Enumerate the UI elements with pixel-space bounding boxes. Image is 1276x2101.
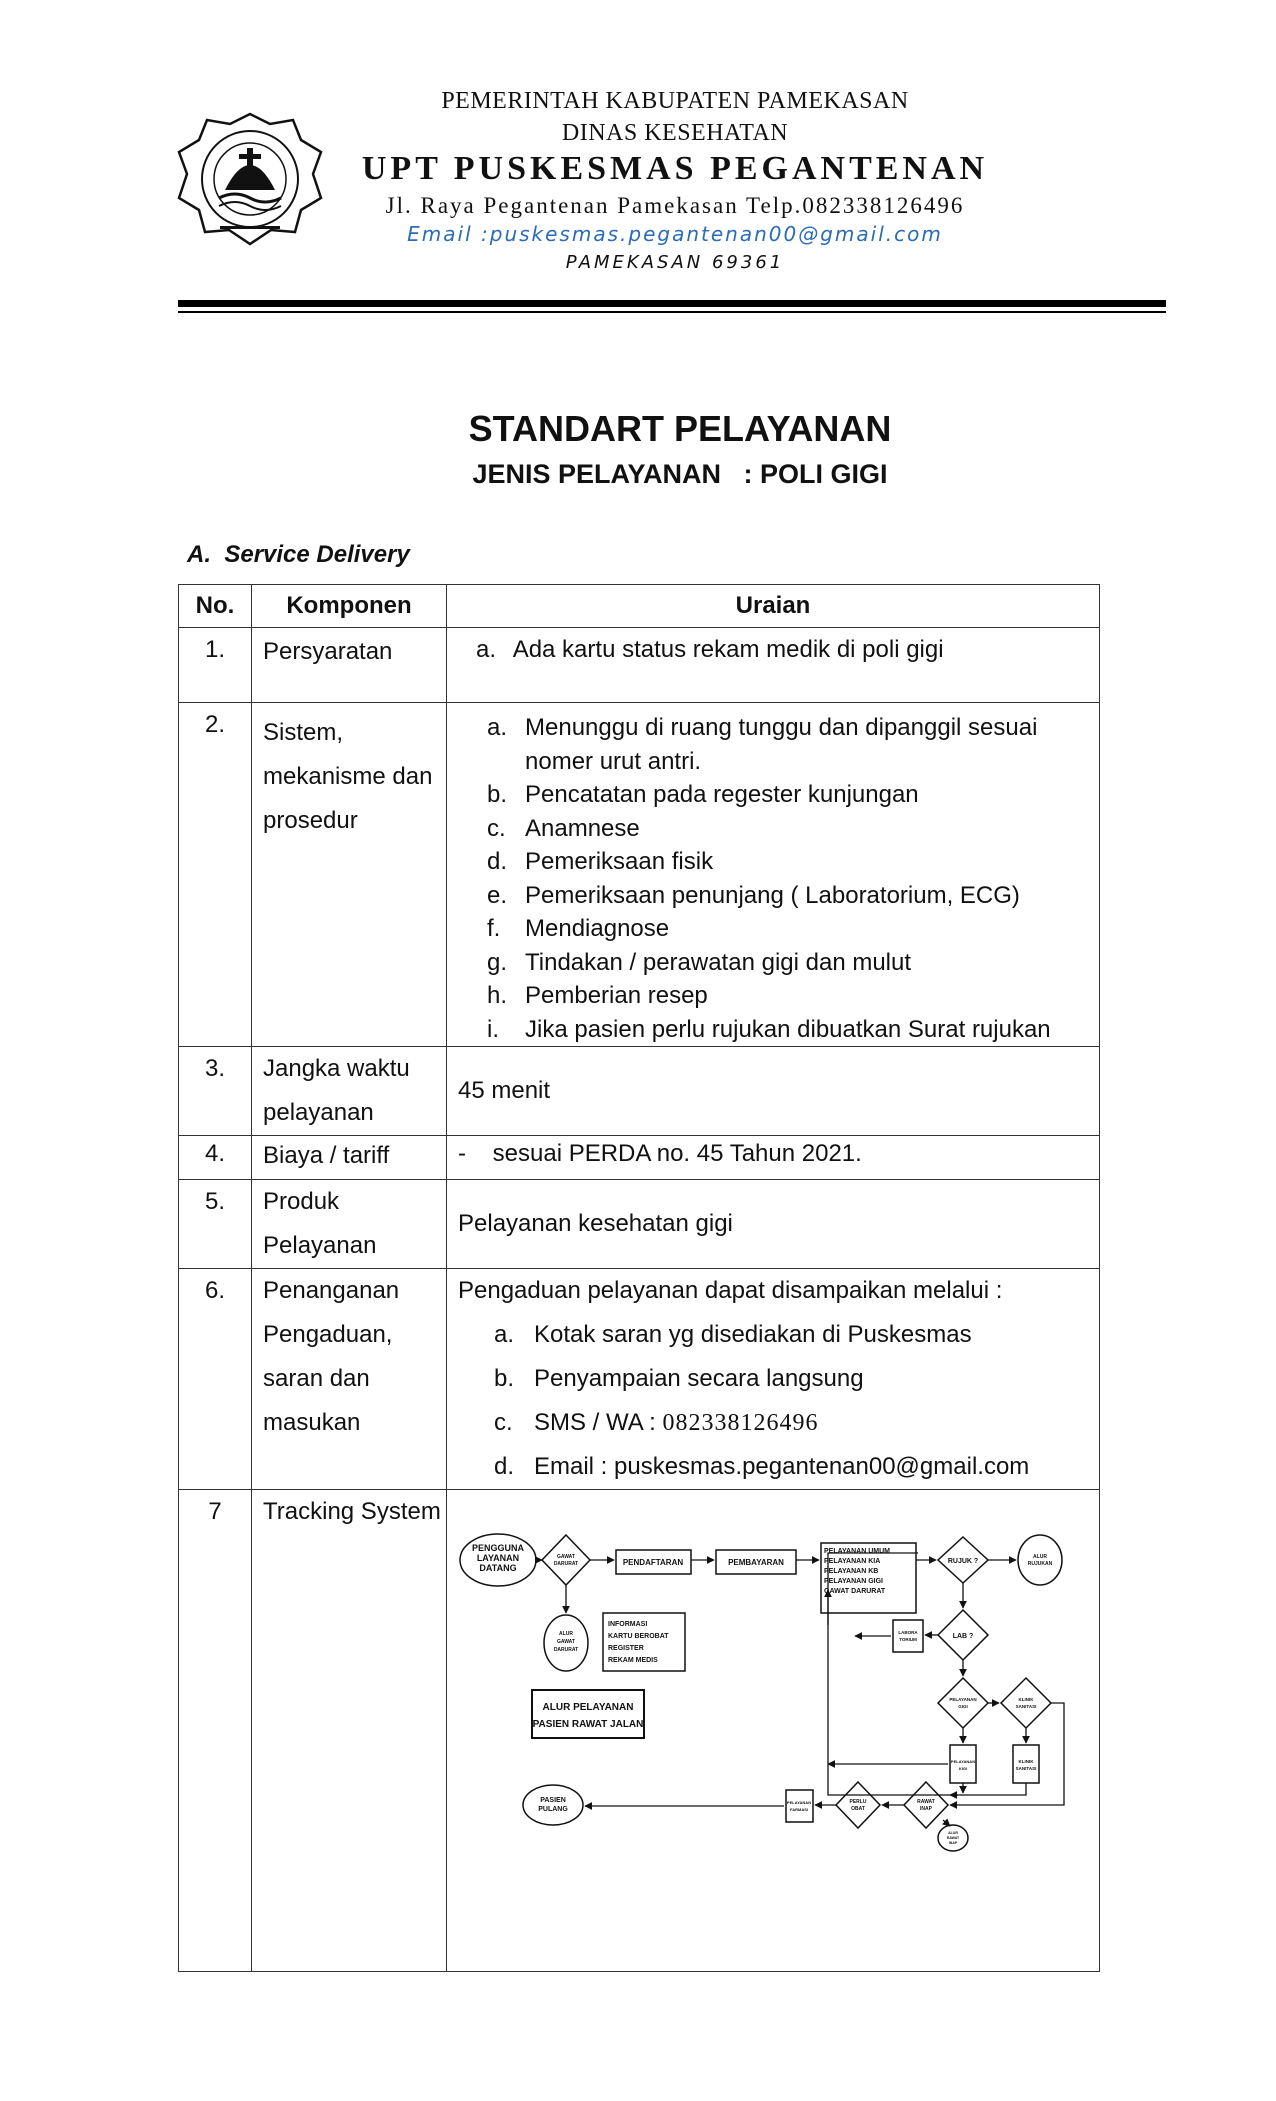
tracking-flowchart <box>458 1495 1108 1925</box>
letterhead-address: Jl. Raya Pegantenan Pamekasan Telp.082338126496 <box>385 193 965 218</box>
alur-rujukan-label: ALUR <box>1033 1554 1047 1560</box>
procedure-list <box>447 703 1099 1046</box>
list-item: d. Pemeriksaan fisik <box>487 848 714 875</box>
pelayanan-label: PELAYANAN UMUM <box>824 1548 890 1555</box>
list-item: d. Email : puskesmas.pegantenan00@gmail.com <box>494 1453 1030 1480</box>
table-header-row <box>179 585 1100 628</box>
klinik-sanitasi-box <box>1013 1745 1039 1783</box>
pel-farmasi-label: PELAYANAN <box>786 1800 812 1805</box>
document-subtitle: JENIS PELAYANAN : POLI GIGI <box>472 459 888 489</box>
pel-kigi-label: PELAYANAN <box>950 1759 976 1764</box>
svg-text:PELAYANAN GIGI: PELAYANAN GIGI <box>824 1578 883 1585</box>
row-no: 3. <box>179 1047 252 1136</box>
svg-text:INAP: INAP <box>920 1806 932 1812</box>
pelayanan-farmasi-box <box>786 1790 813 1822</box>
informasi-label: INFORMASI <box>608 1621 648 1628</box>
section-heading: A. Service Delivery <box>187 541 410 568</box>
table-row <box>179 703 1100 1047</box>
complaint-intro: Pengaduan pelayanan dapat disampaikan melalui : <box>458 1277 1003 1304</box>
laboratorium-label: LABORA <box>898 1630 918 1635</box>
row-no: 4. <box>179 1136 252 1180</box>
start-label: PENGGUNA <box>471 1543 525 1553</box>
cost-value: - sesuai PERDA no. 45 Tahun 2021. <box>458 1140 862 1167</box>
list-letter: a. <box>476 636 497 663</box>
svg-text:PELAYANAN KB: PELAYANAN KB <box>824 1568 879 1575</box>
row-uraian <box>447 1180 1100 1269</box>
klinik-label: KLINIK <box>1018 1759 1034 1764</box>
alur-rawat-inap-label: ALUR <box>948 1831 958 1835</box>
svg-text:SANITASI: SANITASI <box>1015 1704 1037 1709</box>
puskesmas-logo <box>175 110 325 248</box>
letterhead-city: PAMEKASAN 69361 <box>565 252 785 273</box>
rujuk-label: RUJUK ? <box>947 1558 979 1565</box>
svg-text:LAYANAN: LAYANAN <box>476 1553 520 1563</box>
duration-value: 45 menit <box>458 1077 551 1104</box>
row-uraian <box>447 1269 1100 1490</box>
table-row <box>179 1180 1100 1269</box>
document-title: STANDART PELAYANAN <box>468 408 892 449</box>
letterhead-institution: UPT PUSKESMAS PEGANTENAN <box>361 150 989 187</box>
perlu-obat-label: PERLU <box>849 1799 867 1805</box>
svg-text:SANITASI: SANITASI <box>1015 1766 1037 1771</box>
list-item: b. Penyampaian secara langsung <box>494 1365 864 1392</box>
svg-text:TORIUM: TORIUM <box>899 1637 917 1642</box>
product-value: Pelayanan kesehatan gigi <box>458 1210 733 1237</box>
row-no: 6. <box>179 1269 252 1490</box>
list-item <box>447 628 1099 664</box>
alur-rujukan-node <box>1018 1535 1062 1585</box>
perlu-obat-decision <box>836 1782 880 1828</box>
rawat-inap-label: RAWAT <box>917 1799 935 1805</box>
pembayaran-label: PEMBAYARAN <box>728 1558 784 1567</box>
row-komponen: Jangka waktu pelayanan <box>252 1047 447 1136</box>
pasien-pulang-label: PASIEN <box>540 1797 566 1804</box>
list-item: g. Tindakan / perawatan gigi dan mulut <box>487 948 912 976</box>
gawat-darurat-decision <box>542 1535 590 1585</box>
list-item: a. Menunggu di ruang tunggu dan dipanggil sesuai nomer urut antri. <box>487 714 1038 775</box>
row-uraian <box>447 1047 1100 1136</box>
list-item: c. Anamnese <box>487 814 640 842</box>
list-item: e. Pemeriksaan penunjang ( Laboratorium, ECG) <box>487 881 1020 909</box>
row-uraian <box>447 703 1100 1047</box>
row-no: 7 <box>179 1490 252 1972</box>
row-komponen: Produk Pelayanan <box>252 1180 447 1269</box>
list-item: a. Kotak saran yg disediakan di Puskesmas <box>494 1321 972 1348</box>
row-uraian <box>447 628 1100 703</box>
klinik-sanitasi-decision <box>1001 1678 1051 1728</box>
pelayanan-kigi-box <box>950 1745 976 1783</box>
letterhead-rule-thin <box>178 311 1166 313</box>
svg-text:DARURAT: DARURAT <box>553 1561 579 1567</box>
svg-text:PULANG: PULANG <box>538 1806 568 1813</box>
table-row <box>179 1136 1100 1180</box>
row-komponen: Biaya / tariff <box>252 1136 447 1180</box>
list-item: h. Pemberian resep <box>487 982 708 1009</box>
svg-text:PELAYANAN KIA: PELAYANAN KIA <box>824 1558 881 1565</box>
row-uraian <box>447 1136 1100 1180</box>
row-komponen: Penanganan Pengaduan, saran dan masukan <box>252 1269 447 1490</box>
alur-gd-label: ALUR <box>559 1631 573 1637</box>
svg-text:REKAM MEDIS: REKAM MEDIS <box>608 1657 658 1664</box>
svg-text:PASIEN RAWAT JALAN: PASIEN RAWAT JALAN <box>532 1719 644 1730</box>
rawat-inap-decision <box>904 1782 948 1828</box>
phone-number: 082338126496 <box>662 1410 819 1436</box>
row-no: 1. <box>179 628 252 703</box>
complaint-list <box>447 1313 1099 1489</box>
alur-title-label: ALUR PELAYANAN <box>542 1702 634 1713</box>
laboratorium-box <box>893 1620 923 1652</box>
list-text: Ada kartu status rekam medik di poli gigi <box>512 636 944 663</box>
list-item: c. SMS / WA : 082338126496 <box>494 1409 819 1436</box>
header-komponen: Komponen <box>252 585 447 628</box>
row-no: 5. <box>179 1180 252 1269</box>
pel-gigi-label: PELAYANAN <box>949 1697 977 1702</box>
svg-text:GIGI: GIGI <box>958 1704 968 1709</box>
svg-text:GAWAT: GAWAT <box>557 1639 575 1645</box>
list-item: i. Jika pasien perlu rujukan dibuatkan Surat rujukan <box>487 1015 1051 1043</box>
letterhead-government: PEMERINTAH KABUPATEN PAMEKASAN <box>441 88 909 114</box>
pendaftaran-label: PENDAFTARAN <box>622 1558 684 1567</box>
table-row <box>179 1269 1100 1490</box>
letterhead-email: Email :puskesmas.pegantenan00@gmail.com <box>407 222 943 246</box>
row-komponen: Persyaratan <box>252 628 447 703</box>
row-komponen: Sistem, mekanisme dan prosedur <box>252 703 447 1047</box>
list-item: f. Mendiagnose <box>487 915 670 942</box>
header-no: No. <box>179 585 252 628</box>
gawat-label: GAWAT <box>557 1554 575 1560</box>
svg-text:INAP: INAP <box>948 1841 958 1845</box>
svg-text:DARURAT: DARURAT <box>553 1647 579 1653</box>
svg-text:REGISTER: REGISTER <box>608 1645 644 1652</box>
svg-text:OBAT: OBAT <box>851 1806 865 1812</box>
table-row <box>179 1047 1100 1136</box>
pelayanan-gigi-decision <box>938 1678 988 1728</box>
klinik-q-label: KLINIK <box>1018 1697 1034 1702</box>
row-no: 2. <box>179 703 252 1047</box>
lab-label: LAB ? <box>952 1633 974 1640</box>
svg-text:RUJUKAN: RUJUKAN <box>1027 1561 1053 1567</box>
svg-text:GAWAT DARURAT: GAWAT DARURAT <box>824 1588 886 1595</box>
svg-text:RAWAT: RAWAT <box>946 1836 960 1840</box>
svg-text:KIGI: KIGI <box>958 1766 968 1771</box>
svg-text:KARTU BEROBAT: KARTU BEROBAT <box>608 1633 669 1640</box>
letterhead-department: DINAS KESEHATAN <box>561 120 789 146</box>
svg-text:FARMASI: FARMASI <box>790 1807 808 1812</box>
svg-text:DATANG: DATANG <box>479 1563 517 1573</box>
pasien-pulang-node <box>523 1785 583 1825</box>
list-item: b. Pencatatan pada regester kunjungan <box>487 781 919 808</box>
header-uraian: Uraian <box>447 585 1100 628</box>
table-row <box>179 628 1100 703</box>
row-komponen: Tracking System <box>252 1490 447 1972</box>
letterhead-rule-thick <box>178 300 1166 307</box>
alur-label-box <box>532 1690 644 1738</box>
